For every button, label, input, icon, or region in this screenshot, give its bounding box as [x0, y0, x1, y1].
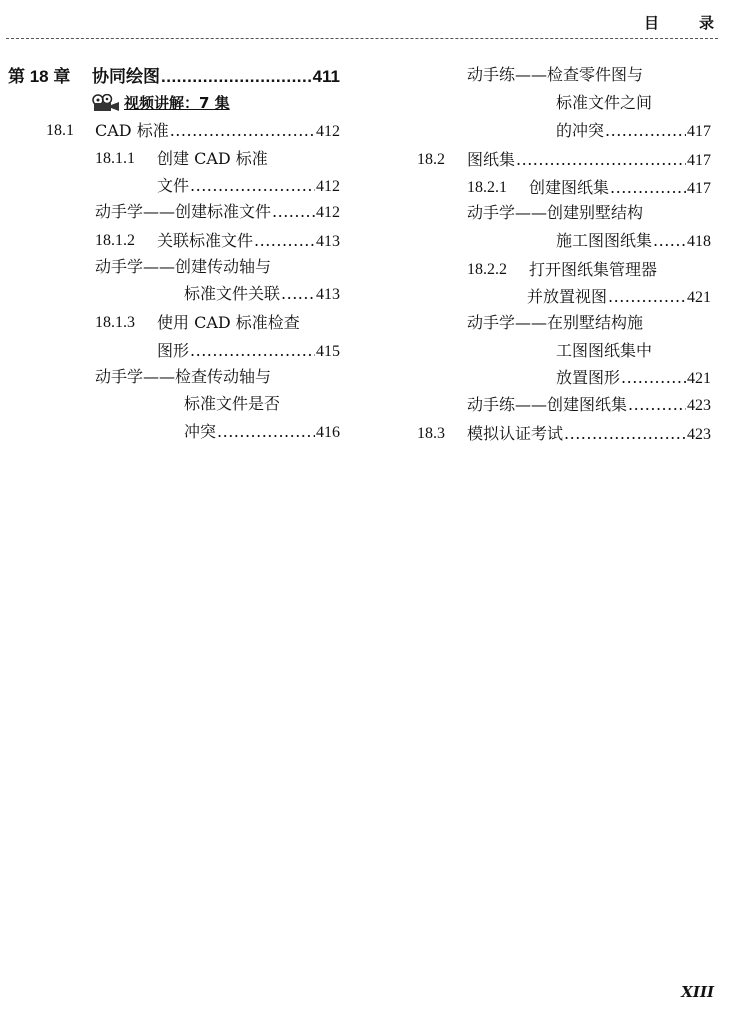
section-title: 图纸集 [467, 150, 516, 169]
section-number: 18.1.3 [95, 314, 135, 331]
practice-title-cont: 放置图形 [556, 368, 621, 387]
exercise-title: 动手练——创建图纸集 [467, 395, 628, 414]
header-title-right: 录 [698, 14, 714, 32]
leader-dots [170, 120, 315, 142]
page-number: 418 [687, 233, 711, 250]
video-lectures-link[interactable] [92, 92, 230, 114]
toc-entry-practice-place-graphics-line2[interactable]: 工图图纸集中 [556, 341, 653, 360]
page-number: 415 [316, 343, 340, 360]
chapter-number: 第 18 章 [8, 67, 71, 86]
exercise-title-cont: 的冲突 [556, 121, 605, 140]
running-header [644, 12, 714, 33]
section-number: 18.1.1 [95, 150, 135, 167]
toc-entry-practice-associate[interactable] [184, 283, 340, 305]
toc-entry-practice-associate-line1[interactable]: 动手学——创建传动轴与 [95, 257, 272, 276]
page-number: 413 [316, 286, 340, 303]
leader-dots [217, 421, 315, 443]
video-label: 视频讲解：7 集 [124, 94, 230, 112]
section-number: 18.2.1 [467, 179, 507, 196]
leader-dots [610, 177, 686, 199]
toc-entry-18-3[interactable] [467, 423, 711, 445]
toc-entry-18-2[interactable] [467, 149, 711, 171]
toc-entry-practice-villa-sheetset[interactable] [556, 230, 711, 252]
page-number: 421 [687, 370, 711, 387]
toc-entry-exercise-conflict-line2[interactable]: 标准文件之间 [556, 93, 653, 112]
leader-dots [190, 340, 315, 362]
toc-entry-exercise-conflict-line1[interactable]: 动手练——检查零件图与 [467, 65, 644, 84]
toc-entry-18-2-2[interactable] [527, 286, 711, 308]
toc-entry-practice-place-graphics[interactable] [556, 367, 711, 389]
leader-dots [653, 230, 686, 252]
page-number: 412 [316, 204, 340, 221]
toc-entry-chapter-18[interactable] [92, 66, 340, 88]
toc-entry-exercise-create-sheetset[interactable] [467, 394, 711, 416]
leader-dots [516, 149, 686, 171]
practice-title: 动手学——创建标准文件 [95, 202, 272, 221]
leader-dots [621, 367, 686, 389]
toc-entry-practice-create-standard-file[interactable] [95, 201, 340, 223]
leader-dots [272, 201, 315, 223]
leader-dots [608, 286, 686, 308]
page-number: 412 [316, 178, 340, 195]
section-number: 18.1.2 [95, 232, 135, 249]
practice-title-cont: 施工图图纸集 [556, 231, 653, 250]
leader-dots [628, 394, 686, 416]
toc-entry-18-2-2-line1[interactable]: 打开图纸集管理器 [529, 260, 658, 279]
section-title: 创建图纸集 [529, 178, 610, 197]
toc-entry-18-1-3-line1[interactable]: 使用 CAD 标准检查 [157, 313, 300, 332]
toc-entry-practice-check-line1[interactable]: 动手学——检查传动轴与 [95, 367, 272, 386]
toc-entry-18-1-3[interactable] [157, 340, 340, 362]
toc-entry-18-1-1-line1[interactable]: 创建 CAD 标准 [157, 149, 268, 168]
section-number: 18.1 [46, 122, 74, 139]
page-number: 413 [316, 233, 340, 250]
page-number-roman: XIII [681, 983, 714, 1001]
section-title: 关联标准文件 [157, 231, 254, 250]
toc-entry-practice-check-line2[interactable]: 标准文件是否 [184, 394, 281, 413]
leader-dots [254, 230, 315, 252]
section-number: 18.2 [417, 151, 445, 168]
toc-entry-18-2-1[interactable] [529, 177, 711, 199]
toc-entry-18-1[interactable] [95, 120, 340, 142]
page-number: 416 [316, 424, 340, 441]
toc-entry-exercise-conflict[interactable] [556, 120, 711, 142]
leader-dots [564, 423, 686, 445]
section-title: CAD 标准 [95, 121, 169, 140]
page-number: 423 [687, 426, 711, 443]
toc-entry-18-1-1[interactable] [157, 175, 340, 197]
page-number: 423 [687, 397, 711, 414]
page-number: 411 [312, 67, 340, 86]
toc-entry-practice-check[interactable] [184, 421, 340, 443]
film-reel-icon [92, 94, 120, 112]
leader-dots [161, 66, 312, 88]
header-title-left: 目 [644, 14, 660, 32]
toc-entry-practice-place-graphics-line1[interactable]: 动手学——在别墅结构施 [467, 313, 644, 332]
page-number: 417 [687, 180, 711, 197]
chapter-title: 协同绘图 [92, 67, 160, 86]
page-number: 417 [687, 123, 711, 140]
leader-dots [605, 120, 686, 142]
page-number: 417 [687, 152, 711, 169]
page-number: 421 [687, 289, 711, 306]
practice-title-cont: 冲突 [184, 422, 217, 441]
header-divider [6, 38, 718, 39]
leader-dots [281, 283, 315, 305]
section-number: 18.2.2 [467, 261, 507, 278]
toc-entry-18-1-2[interactable] [157, 230, 340, 252]
leader-dots [190, 175, 315, 197]
toc-entry-practice-villa-sheetset-line1[interactable]: 动手学——创建别墅结构 [467, 203, 644, 222]
section-title-cont: 文件 [157, 176, 190, 195]
section-title-cont: 并放置视图 [527, 287, 608, 306]
page-number: 412 [316, 123, 340, 140]
section-title: 模拟认证考试 [467, 424, 564, 443]
section-number: 18.3 [417, 425, 445, 442]
section-title-cont: 图形 [157, 341, 190, 360]
practice-title-cont: 标准文件关联 [184, 284, 281, 303]
